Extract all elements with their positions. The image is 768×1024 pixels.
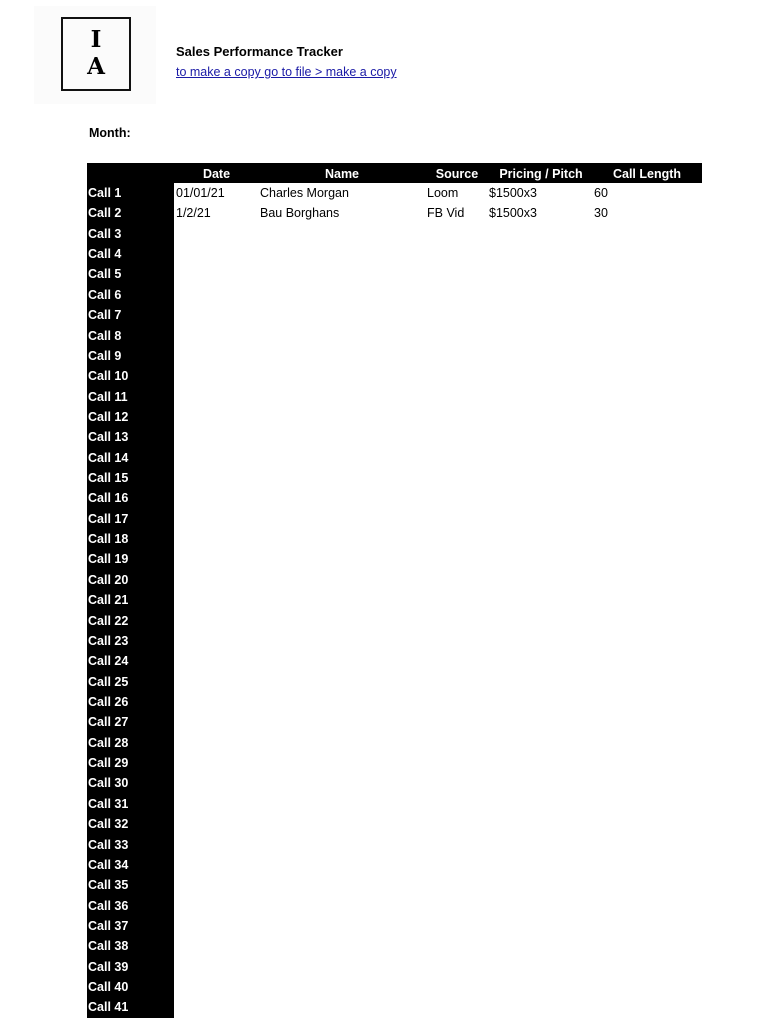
- calls-table: [87, 163, 702, 1018]
- table-row: [87, 773, 702, 793]
- row-label: Call 21: [87, 590, 174, 610]
- logo-letter-bottom: A: [87, 53, 105, 80]
- row-label: Call 38: [87, 936, 174, 956]
- row-label: Call 32: [87, 814, 174, 834]
- table-row: [87, 346, 702, 366]
- table-row: [87, 672, 702, 692]
- row-label: Call 2: [87, 203, 174, 223]
- logo-area: [34, 6, 156, 104]
- row-label: Call 1: [87, 183, 174, 203]
- table-row: [87, 875, 702, 895]
- header-name: Name: [324, 167, 360, 181]
- row-label: Call 13: [87, 427, 174, 447]
- row-label: Call 8: [87, 326, 174, 346]
- row-label: Call 20: [87, 570, 174, 590]
- table-row: [87, 692, 702, 712]
- table-row: [87, 855, 702, 875]
- cell-source[interactable]: FB Vid: [427, 206, 465, 221]
- row-label: Call 28: [87, 733, 174, 753]
- header-date: Date: [202, 167, 231, 181]
- cell-name[interactable]: Bau Borghans: [260, 206, 340, 221]
- cell-call-length[interactable]: 30: [594, 206, 608, 221]
- table-row: [87, 183, 702, 203]
- table-header: [87, 163, 702, 183]
- table-row: [87, 448, 702, 468]
- row-label: Call 11: [87, 387, 174, 407]
- logo: [61, 17, 131, 91]
- header-label-column: [87, 163, 174, 183]
- row-label: Call 40: [87, 977, 174, 997]
- row-label: Call 37: [87, 916, 174, 936]
- table-row: [87, 305, 702, 325]
- table-row: [87, 549, 702, 569]
- table-row: [87, 794, 702, 814]
- row-label: Call 36: [87, 896, 174, 916]
- table-row: [87, 468, 702, 488]
- row-label: Call 5: [87, 264, 174, 284]
- table-row: [87, 733, 702, 753]
- logo-letter-top: I: [90, 26, 102, 53]
- header-source: Source: [435, 167, 479, 181]
- row-label: Call 25: [87, 672, 174, 692]
- cell-date[interactable]: 01/01/21: [176, 186, 225, 200]
- table-row: [87, 997, 702, 1017]
- row-label: Call 39: [87, 957, 174, 977]
- table-row: [87, 712, 702, 732]
- table-row: [87, 407, 702, 427]
- cell-name[interactable]: Charles Morgan: [260, 186, 349, 200]
- row-label: Call 14: [87, 448, 174, 468]
- row-label: Call 35: [87, 875, 174, 895]
- row-label: Call 34: [87, 855, 174, 875]
- table-row: [87, 611, 702, 631]
- row-label: Call 29: [87, 753, 174, 773]
- row-label: Call 23: [87, 631, 174, 651]
- table-row: [87, 936, 702, 956]
- table-row: [87, 916, 702, 936]
- table-body: [87, 183, 702, 1018]
- row-label: Call 22: [87, 611, 174, 631]
- row-label: Call 10: [87, 366, 174, 386]
- header-call-length: Call Length: [612, 167, 682, 181]
- table-row: [87, 977, 702, 997]
- row-label: Call 15: [87, 468, 174, 488]
- table-row: [87, 387, 702, 407]
- row-label: Call 19: [87, 549, 174, 569]
- table-row: [87, 631, 702, 651]
- table-row: [87, 224, 702, 244]
- table-row: [87, 488, 702, 508]
- row-label: Call 30: [87, 773, 174, 793]
- row-label: Call 27: [87, 712, 174, 732]
- month-label: Month:: [89, 126, 131, 140]
- row-label: Call 3: [87, 224, 174, 244]
- make-copy-link[interactable]: to make a copy go to file > make a copy: [176, 65, 397, 79]
- row-label: Call 12: [87, 407, 174, 427]
- table-row: [87, 285, 702, 305]
- table-row: [87, 753, 702, 773]
- table-row: [87, 814, 702, 834]
- table-row: [87, 529, 702, 549]
- row-label: Call 16: [87, 488, 174, 508]
- row-label: Call 4: [87, 244, 174, 264]
- table-row: [87, 366, 702, 386]
- row-label: Call 33: [87, 835, 174, 855]
- table-row: [87, 896, 702, 916]
- table-row: [87, 570, 702, 590]
- row-label: Call 18: [87, 529, 174, 549]
- row-label: Call 24: [87, 651, 174, 671]
- cell-pricing[interactable]: $1500x3: [489, 206, 537, 221]
- table-row: [87, 957, 702, 977]
- table-row: [87, 326, 702, 346]
- row-label: Call 6: [87, 285, 174, 305]
- row-label: Call 7: [87, 305, 174, 325]
- row-label: Call 41: [87, 997, 174, 1017]
- row-label: Call 17: [87, 509, 174, 529]
- table-row: [87, 835, 702, 855]
- table-row: [87, 651, 702, 671]
- page-title: Sales Performance Tracker: [176, 44, 343, 59]
- cell-date[interactable]: 1/2/21: [176, 206, 211, 221]
- table-row: [87, 509, 702, 529]
- row-label: Call 9: [87, 346, 174, 366]
- row-label: Call 26: [87, 692, 174, 712]
- table-row: [87, 264, 702, 284]
- cell-pricing[interactable]: $1500x3: [489, 186, 537, 200]
- row-label: Call 31: [87, 794, 174, 814]
- table-row: [87, 203, 702, 223]
- table-row: [87, 427, 702, 447]
- header-pricing: Pricing / Pitch: [499, 167, 583, 181]
- table-row: [87, 244, 702, 264]
- table-row: [87, 590, 702, 610]
- cell-call-length[interactable]: 60: [594, 186, 608, 200]
- cell-source[interactable]: Loom: [427, 186, 459, 200]
